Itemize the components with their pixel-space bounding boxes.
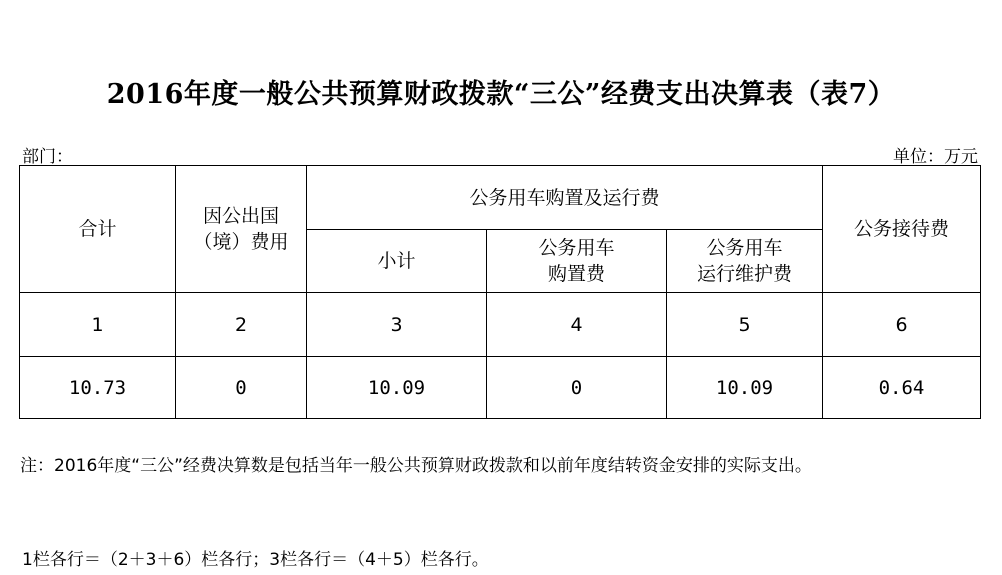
department-label: 部门： [22, 147, 73, 167]
value-purchase: 0 [487, 357, 667, 419]
header-maintenance-line1: 公务用车 [706, 237, 783, 259]
header-subtotal: 小计 [307, 230, 487, 293]
value-abroad: 0 [176, 357, 307, 419]
expenditure-table [19, 165, 981, 419]
column-number: 2 [176, 293, 307, 357]
header-row-1 [20, 166, 981, 230]
header-total: 合计 [20, 166, 176, 293]
header-abroad-line1: 因公出国 [202, 205, 279, 227]
value-subtotal: 10.09 [307, 357, 487, 419]
unit-label: 单位：万元 [893, 147, 978, 167]
column-number: 4 [487, 293, 667, 357]
column-number: 6 [823, 293, 981, 357]
column-number: 1 [20, 293, 176, 357]
value-maintenance: 10.09 [667, 357, 823, 419]
header-purchase-line2: 购置费 [547, 263, 605, 285]
value-total: 10.73 [20, 357, 176, 419]
header-abroad [176, 166, 307, 293]
header-purchase-line1: 公务用车 [538, 237, 615, 259]
header-purchase [487, 230, 667, 293]
value-reception: 0.64 [823, 357, 981, 419]
header-abroad-line2: （境）费用 [193, 231, 289, 253]
formula-text: 1栏各行＝（2＋3＋6）栏各行；3栏各行＝（4＋5）栏各行。 [22, 550, 489, 570]
header-maintenance [667, 230, 823, 293]
page-title: 2016年度一般公共预算财政拨款“三公”经费支出决算表（表7） [106, 79, 896, 110]
header-maintenance-line2: 运行维护费 [696, 263, 792, 285]
column-number: 5 [667, 293, 823, 357]
column-number: 3 [307, 293, 487, 357]
value-row [20, 357, 981, 419]
header-vehicle-group: 公务用车购置及运行费 [307, 166, 823, 230]
note-text: 注：2016年度“三公”经费决算数是包括当年一般公共预算财政拨款和以前年度结转资金安排的实际支出。 [20, 456, 812, 476]
column-number-row [20, 293, 981, 357]
header-reception: 公务接待费 [823, 166, 981, 293]
